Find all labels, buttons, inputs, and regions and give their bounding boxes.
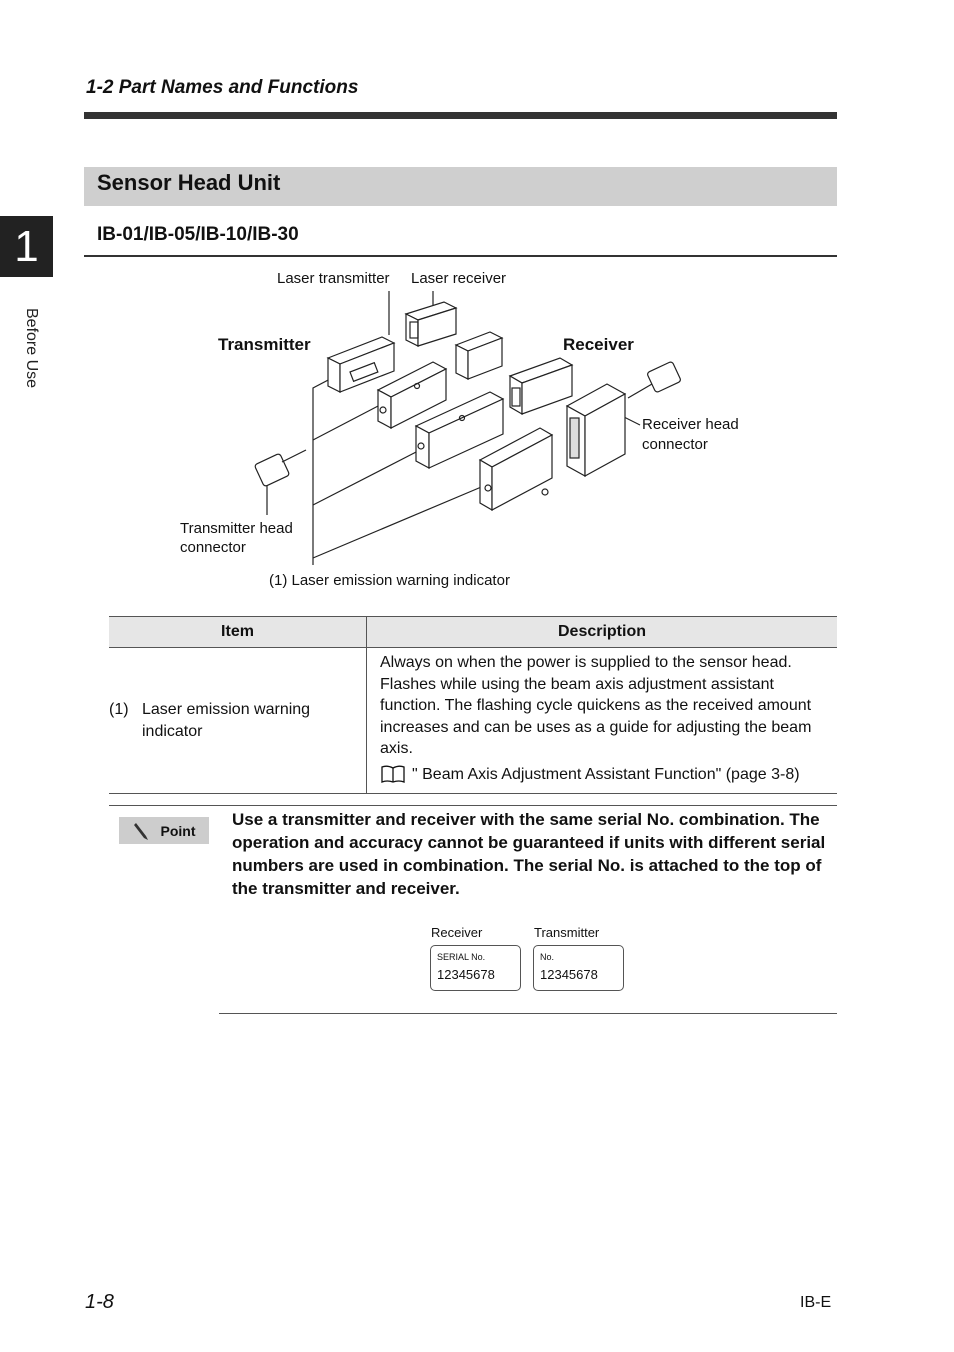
subtitle-rule [84,255,837,257]
table-row [109,648,837,794]
label-transmitter: Transmitter [218,335,311,354]
receiver-serial-caption: SERIAL No. [437,952,486,962]
sensor-head-diagram [170,290,730,570]
transmitter-serial-caption: No. [540,952,555,962]
table-header-item: Item [109,617,367,648]
label-warning-indicator: (1) Laser emission warning indicator [269,572,510,589]
item-name: Laser emission warning indicator [142,700,311,740]
section-title: Sensor Head Unit [97,170,281,195]
serial-receiver-label: Receiver [431,925,483,940]
header-rule [84,112,837,119]
point-badge-label: Point [160,822,196,839]
table-header-description: Description [367,617,838,648]
label-laser-receiver: Laser receiver [411,270,507,287]
reference-link[interactable]: " Beam Axis Adjustment Assistant Function" (page 3-8) [412,765,800,783]
label-receiver: Receiver [563,335,634,354]
receiver-unit-flat [567,384,625,476]
point-text: Use a transmitter and receiver with the same serial No. combination. The operation and accuracy cannot be guaranteed if units with different serial numbers are used in combination. The serial No. is attached to the top of the transmitter and receiver. [232,810,826,898]
item-number: (1) [109,700,129,718]
document-code: IB-E [800,1294,832,1311]
chapter-side-label: Before Use [23,308,40,389]
label-laser-transmitter: Laser transmitter [277,270,390,287]
serial-transmitter-label: Transmitter [534,925,600,940]
receiver-unit-small [406,302,456,346]
point-top-rule [109,805,837,806]
transmitter-unit-flat [480,428,552,510]
book-icon [380,764,406,784]
transmitter-serial-plate [533,945,624,991]
label-receiver-connector-2: connector [642,436,708,453]
point-bottom-rule [219,1013,837,1014]
receiver-serial-plate [430,945,521,991]
point-badge [119,817,209,844]
receiver-unit-medium [456,332,502,379]
description-cell [367,648,838,794]
description-text: Always on when the power is supplied to the sensor head. Flashes while using the beam axis adjustment assistant function. The flashing cycle quickens as the received amount increases and can be uses as a guide for adjusting the beam axis. [380,654,812,757]
label-receiver-connector-1: Receiver head [642,416,739,433]
label-transmitter-connector-2: connector [180,539,246,556]
model-subtitle: IB-01/IB-05/IB-10/IB-30 [97,224,299,245]
receiver-connector [628,361,681,398]
label-transmitter-connector-1: Transmitter head [180,520,293,537]
transmitter-connector [254,450,306,487]
transmitter-serial-number: 12345678 [540,967,598,982]
pencil-icon [133,821,151,841]
transmitter-unit-small [328,337,394,392]
receiver-serial-number: 12345678 [437,967,495,982]
running-header: 1-2 Part Names and Functions [86,77,359,98]
item-cell [109,648,367,794]
page-number: 1-8 [85,1291,114,1313]
chapter-tab: 1 [0,216,53,277]
item-description-table [109,616,837,794]
receiver-unit-large [510,358,572,414]
